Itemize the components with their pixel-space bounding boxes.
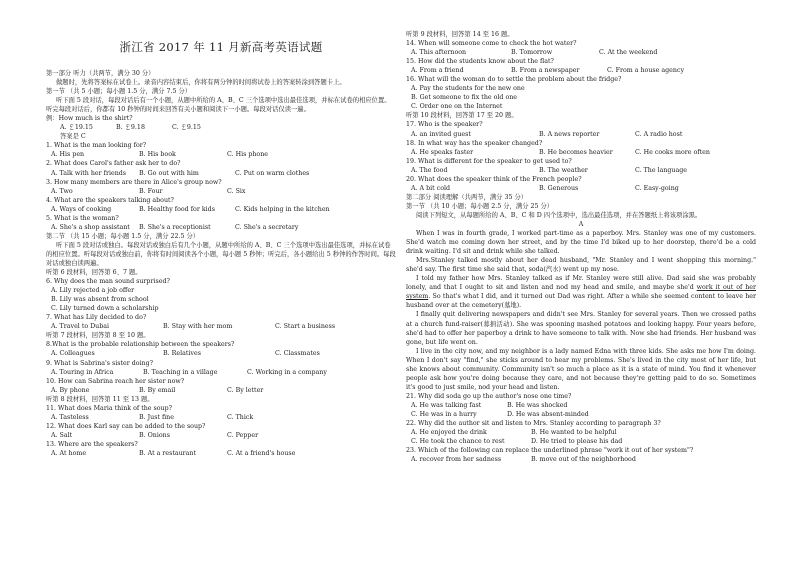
option: B. A news reporter bbox=[539, 130, 600, 138]
option: B. Generous bbox=[539, 184, 579, 192]
section1-heading: 第一节 （共 5 小题；每小题 1.5 分，满分 7.5 分） bbox=[46, 88, 192, 96]
option: C. The language bbox=[635, 166, 688, 174]
question-23-options-row1 bbox=[406, 455, 756, 464]
option: B. Onions bbox=[139, 431, 170, 439]
option: A. His pen bbox=[51, 151, 85, 159]
option: C. Six bbox=[227, 187, 246, 195]
option: A. Colleagues bbox=[51, 350, 95, 358]
option: B. She's a receptionist bbox=[139, 223, 211, 231]
question-16-option-a: A. Pay the students for the new one bbox=[411, 85, 525, 93]
option: B. He was shocked bbox=[507, 401, 568, 409]
question-5-options bbox=[46, 223, 396, 232]
option: A. At home bbox=[51, 449, 87, 457]
option: C. Start a business bbox=[275, 323, 336, 331]
passage-paragraph-3 bbox=[406, 274, 756, 310]
option: A. Two bbox=[51, 187, 73, 195]
question-22-options-row1 bbox=[406, 428, 756, 437]
question-11-options bbox=[46, 413, 396, 422]
question-3: 3. How many members are there in Alice's group now? bbox=[46, 178, 222, 186]
option: A. By phone bbox=[51, 386, 90, 394]
option: A. This afternoon bbox=[411, 49, 467, 57]
question-13-options bbox=[46, 449, 396, 458]
question-9-options bbox=[46, 368, 396, 377]
option: A. She's a shop assistant bbox=[51, 223, 130, 231]
option: C. He cooks more often bbox=[635, 148, 710, 156]
page-title: 浙江省 2017 年 11 月新高考英语试题 bbox=[119, 40, 323, 54]
option: A. Touring in Africa bbox=[51, 368, 114, 376]
example-options bbox=[46, 123, 396, 132]
option: C. A radio host bbox=[635, 130, 683, 138]
question-18-options bbox=[406, 148, 756, 157]
option: C. Kids helping in the kitchen bbox=[235, 205, 330, 213]
option: D. He was absent-minded bbox=[507, 410, 589, 418]
section1-instructions: 听下面 5 段对话，每段对话后有一个小题，从题中所给的 A、B、C 三个选项中选出最佳选项，并标在试卷的相应位置。听完每段对话后，你都有 10 秒钟的时间来回答有关小题和阅读下一小题。每段对话仅读一遍。 bbox=[46, 97, 391, 114]
option: B. Just fine bbox=[139, 413, 174, 421]
question-6-option-b: B. Lily was absent from school bbox=[51, 296, 149, 304]
option: C. Classmates bbox=[275, 350, 320, 358]
question-14: 14. When will someone come to check the hot water? bbox=[406, 40, 577, 48]
question-12: 12. What does Karl say can be added to the soup? bbox=[46, 422, 206, 430]
option: B. Healthy food for kids bbox=[139, 205, 215, 213]
paragraph-3-end: . So that's what I did, and it turned out Dad was right. After a while she seemed content to leave her husband over at the cemetery(墓地). bbox=[406, 293, 756, 310]
question-8: 8.What is the probable relationship between the speakers? bbox=[46, 341, 235, 349]
question-17: 17. Who is the speaker? bbox=[406, 121, 483, 129]
passage-paragraph-5: I live in the city now, and my neighbor is a lady named Edna with three kids. She asks me how I'm doing. When I don't say "find," she sticks around to hear my problems. She's lived in the city most of her life, but she knows about community. Community isn't so much a place as it is a state of mind. You find it whenever people ask how you're doing because they care, and not because they're getting paid to do so. Sometimes it's good to just smile, nod your head and listen. bbox=[406, 347, 756, 391]
question-23: 23. Which of the following can replace the underlined phrase "work it out of her system"? bbox=[406, 447, 694, 455]
question-22: 22. Why did the author sit and listen to Mrs. Stanley according to paragraph 3? bbox=[406, 420, 661, 428]
option: B. Go out with him bbox=[139, 169, 199, 177]
option: B. Teaching in a village bbox=[143, 368, 218, 376]
question-3-options bbox=[46, 187, 396, 196]
question-15-options bbox=[406, 66, 756, 75]
option: C. Pepper bbox=[227, 431, 259, 439]
question-10: 10. How can Sabrina reach her sister now? bbox=[46, 377, 185, 385]
option: A. Travel to Dubai bbox=[51, 323, 110, 331]
option: C. His phone bbox=[227, 151, 268, 159]
part2-section1-heading: 第一节 （共 10 小题；每小题 2.5 分，满分 25 分） bbox=[406, 202, 554, 210]
option: A. Tasteless bbox=[51, 413, 89, 421]
question-1-options bbox=[46, 150, 396, 159]
question-20-options bbox=[406, 184, 756, 193]
material-10-heading: 听第 10 段材料，回答第 17 至 20 题。 bbox=[406, 112, 518, 120]
option: A. Salt bbox=[51, 431, 73, 439]
option: A. A bit cold bbox=[411, 184, 451, 192]
option: B. He wanted to be helpful bbox=[531, 429, 617, 437]
question-15: 15. How did the students know about the flat? bbox=[406, 58, 554, 66]
question-18: 18. In what way has the speaker changed? bbox=[406, 139, 543, 147]
passage-paragraph-4: I finally quit delivering newspapers and didn't see Mrs. Stanley for several years. Then we crossed paths at a church fund-raiser(募捐活动). She was spooning mashed potatoes and looking happy. Four years before, she'd had to offer her paperboy a drink to have someone to talk with. Now she had friends. Her husband was gone, but life went on. bbox=[406, 311, 756, 346]
left-column bbox=[46, 0, 396, 458]
question-19: 19. What is different for the speaker to get used to? bbox=[406, 157, 572, 165]
option: B. He becomes heavier bbox=[539, 148, 613, 156]
option: A. recover from her sadness bbox=[411, 456, 502, 464]
option: B. Relatives bbox=[163, 350, 201, 358]
question-2-options bbox=[46, 169, 396, 178]
paragraph-3-start: I told my father how Mrs. Stanley talked as if Mr. Stanley were still alive. Dad said she was probably lonely, and that I ought to sit and listen and nod my head and smile, and maybe she'd bbox=[406, 275, 756, 292]
option: C. By letter bbox=[227, 386, 264, 394]
option: C. ￡9.15 bbox=[172, 124, 201, 132]
option: B. By email bbox=[139, 386, 176, 394]
material-9-heading: 听第 9 段材料，回答第 14 至 16 题。 bbox=[406, 31, 514, 38]
option: B. Tomorrow bbox=[511, 49, 553, 57]
option: C. Easy-going bbox=[635, 184, 679, 192]
question-4-options bbox=[46, 205, 396, 214]
option: D. He tried to please his dad bbox=[531, 438, 623, 446]
option: A. The food bbox=[411, 166, 448, 174]
option: C. He was in a hurry bbox=[411, 410, 477, 418]
question-19-options bbox=[406, 166, 756, 175]
question-10-options bbox=[46, 386, 396, 395]
option: A. He was talking fast bbox=[411, 401, 482, 409]
question-13: 13. Where are the speakers? bbox=[46, 440, 138, 448]
option: B. move out of the neighborhood bbox=[531, 456, 636, 464]
passage-paragraph-2: Mrs.Stanley talked mostly about her dead husband, "Mr. Stanley and I went shopping this morning." she'd say. The first time she said that, soda(汽水) went up my nose. bbox=[406, 257, 756, 274]
example-question: 例：How much is the shirt? bbox=[46, 115, 133, 123]
right-column bbox=[406, 30, 756, 464]
option: C. At a friend's house bbox=[227, 449, 296, 457]
option: B. ￡9.18 bbox=[116, 124, 145, 132]
question-21: 21. Why did soda go up the author's nose one time? bbox=[406, 392, 572, 400]
option: C. Working in a company bbox=[247, 368, 327, 376]
passage-paragraph-1: When I was in fourth grade, I worked part-time as a paperboy. Mrs. Stanley was one of my customers. She'd watch me coming down her street, and by the time I'd biked up to her doorstep, there'd be a cold drink waiting. I'd sit and drink while she talked. bbox=[406, 230, 756, 256]
question-6-option-c: C. Lily turned down a scholarship bbox=[51, 305, 159, 313]
option: A. an invited guest bbox=[411, 130, 471, 138]
question-8-options bbox=[46, 349, 396, 358]
question-16: 16. What will the woman do to settle the problem about the fridge? bbox=[406, 76, 622, 84]
option: C. At the weekend bbox=[599, 49, 658, 57]
option: B. His book bbox=[139, 151, 176, 159]
option: A. He speaks faster bbox=[411, 148, 474, 156]
material-8-heading: 听第 8 段材料，回答第 11 至 13 题。 bbox=[46, 395, 154, 403]
example-answer: 答案是 C bbox=[60, 133, 86, 141]
part1-heading: 第一部分 听力（共两节，满分 30 分） bbox=[46, 70, 155, 77]
question-16-option-b: B. Get someone to fix the old one bbox=[411, 94, 518, 102]
part2-heading: 第二部分 阅读理解（共两节，满分 35 分） bbox=[406, 193, 528, 201]
underlined-phrase: work it out of her system bbox=[406, 284, 756, 301]
question-17-options bbox=[406, 130, 756, 139]
question-21-options-row2 bbox=[406, 410, 756, 419]
question-16-option-c: C. Order one on the Internet bbox=[411, 103, 503, 111]
question-20: 20. What does the speaker think of the French people? bbox=[406, 175, 582, 183]
option: B. The weather bbox=[539, 166, 588, 174]
question-1: 1. What is the man looking for? bbox=[46, 142, 147, 150]
option: A. ￡19.15 bbox=[60, 124, 93, 132]
material-7-heading: 听第 7 段材料，回答第 8 至 10 题。 bbox=[46, 332, 150, 340]
option: C. Put on warm clothes bbox=[235, 169, 310, 177]
question-6: 6. Why does the man sound surprised? bbox=[46, 278, 170, 286]
question-7-options bbox=[46, 322, 396, 331]
part1-note: 做题时，先将答案标在试卷上。录音内容结束后，你将有两分钟的时间将试卷上的答案转涂到答题卡上。 bbox=[56, 79, 346, 87]
question-9: 9. What is Sabrina's sister doing? bbox=[46, 359, 154, 367]
question-4: 4. What are the speakers talking about? bbox=[46, 196, 174, 204]
question-7: 7. What has Lily decided to do? bbox=[46, 314, 147, 322]
option: A. Talk with her friends bbox=[51, 169, 127, 177]
part2-section1-instructions: 阅读下列短文，从每题所给的 A、B、C 和 D 四个选项中，选出最佳选项，并在答题纸上将该项涂黑。 bbox=[416, 211, 702, 219]
option: A. He enjoyed the drink bbox=[411, 429, 487, 437]
option: A. Ways of cooking bbox=[51, 205, 112, 213]
option: B. Four bbox=[139, 187, 163, 195]
option: C. He took the chance to rest bbox=[411, 438, 505, 446]
question-6-option-a: A. Lily rejected a job offer bbox=[51, 287, 135, 295]
section2-instructions: 听下面 5 段对话或独白。每段对话或独白后有几个小题，从题中所给的 A、B、C 三个选项中选出最佳选项，并标在试卷的相应位置。听每段对话或独白前，你将有时间阅读各个小题，每小题 5 秒钟；听完后，各小题给出 5 秒钟的作答时间。每段对话或独白读两遍。 bbox=[46, 241, 396, 267]
question-12-options bbox=[46, 431, 396, 440]
section2-heading: 第二节 （共 15 小题；每小题 1.5 分，满分 22.5 分） bbox=[46, 232, 200, 240]
question-11: 11. What does Maria think of the soup? bbox=[46, 404, 172, 412]
passage-label: A bbox=[578, 220, 584, 228]
option: B. At a restaurant bbox=[139, 449, 197, 457]
option: B. From a newspaper bbox=[511, 67, 580, 75]
question-2: 2. What does Carol's father ask her to do? bbox=[46, 160, 181, 168]
question-21-options-row1 bbox=[406, 401, 756, 410]
option: C. From a house agency bbox=[607, 67, 685, 75]
option: B. Stay with her mom bbox=[163, 323, 233, 331]
option: A. From a friend bbox=[411, 67, 464, 75]
question-14-options bbox=[406, 48, 756, 57]
question-22-options-row2 bbox=[406, 437, 756, 446]
option: C. She's a secretary bbox=[235, 223, 299, 231]
material-6-heading: 听第 6 段材料，回答第 6、7 题。 bbox=[46, 269, 142, 277]
question-5: 5. What is the woman? bbox=[46, 214, 119, 222]
option: C. Thick bbox=[227, 413, 254, 421]
